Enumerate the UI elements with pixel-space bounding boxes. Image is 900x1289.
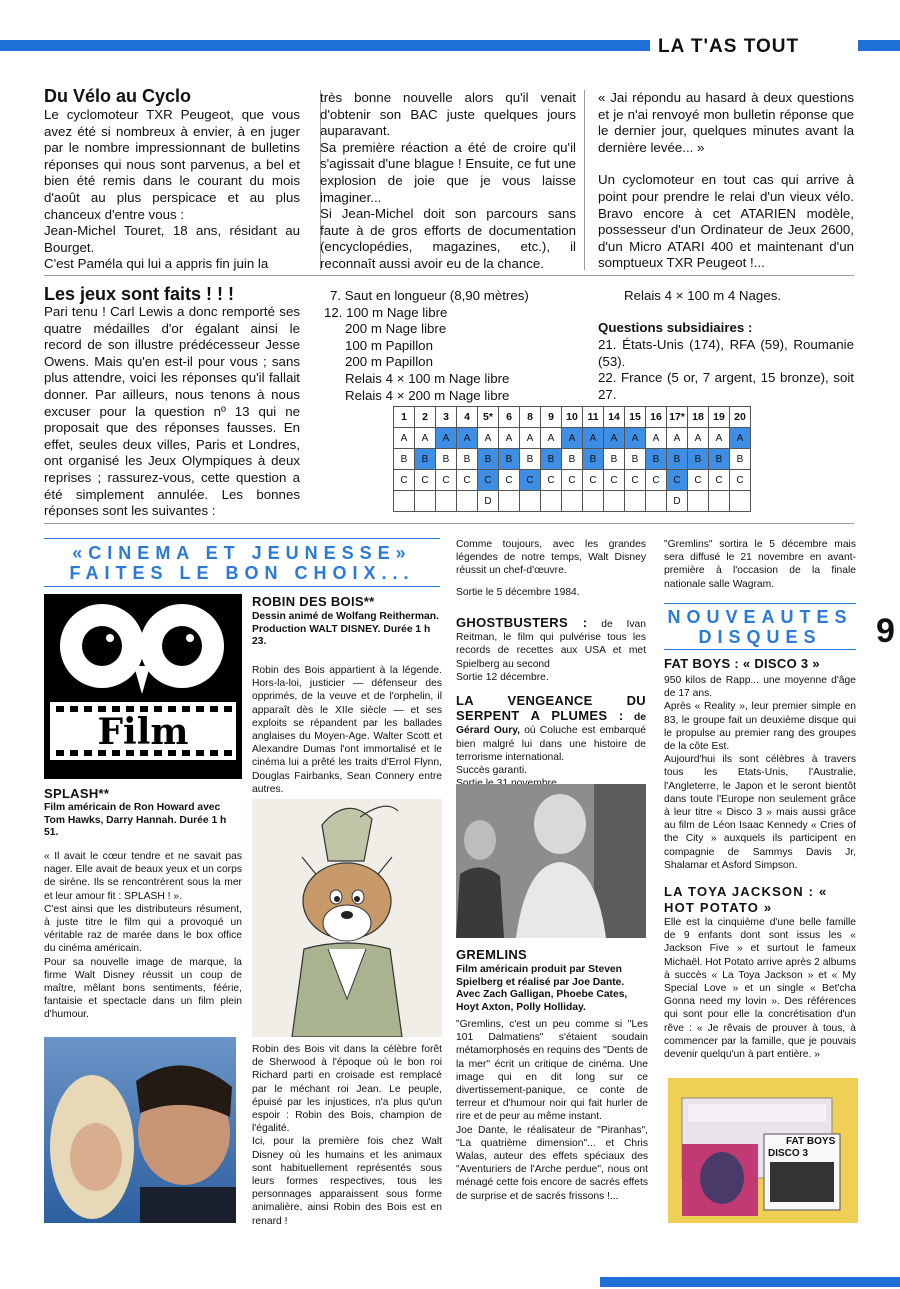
grid-row — [394, 470, 751, 491]
grid-header-cell: 2 — [415, 407, 436, 428]
gremlins-p2: Joe Dante, le réalisateur de "Piranhas", "La quatrième dimension"... et Chris Walas, auteur des effets spéciaux des "Aventuriers de l'Arche perdue", nous ont ménagé cette fois encore de sacrés effets de surprise et de sacrés frissons !... — [456, 1124, 648, 1202]
album-photo — [668, 1078, 858, 1223]
robin-text2-p1: Robin des Bois vit dans la célèbre forêt de Sherwood à l'époque où le bon roi Richard parti en croisade est remplacé par le méchant roi Jean. Le peuple, épuisé par les injustices, n'a plus qu'un espoir : Robin des Bois, champion de l'égalité. — [252, 1044, 442, 1135]
section-title: LA T'AS TOUT — [658, 36, 800, 57]
grid-cell: A — [730, 428, 751, 449]
grid-cell: A — [688, 428, 709, 449]
grid-cell: A — [415, 428, 436, 449]
grid-cell: C — [541, 470, 562, 491]
subsidiary-22: 22. France (5 or, 7 argent, 15 bronze), soit 27. — [598, 370, 854, 402]
grid-cell: A — [667, 428, 688, 449]
disques-title-line2: DISQUES — [698, 627, 822, 647]
fatboys-p3: Aujourd'hui ils sont célèbres à travers tous les Etats-Unis, l'Australie, l'Angleterre, le Japon et le seront bientôt dans toute l'Europe non seulement grâce à leur titre « Disco 3 » mais aussi grâce au film de Léon Isaac Kennedy « Cries of the City » auxquels ils participent en compagnie de Sammys Davis Jr, Shalamar et Asford Simpson. — [664, 754, 856, 871]
answer-grid — [393, 406, 751, 512]
grid-cell: A — [583, 428, 604, 449]
header-bar-end — [858, 40, 900, 51]
grid-cell: C — [688, 470, 709, 491]
grid-cell: C — [730, 470, 751, 491]
grid-row — [394, 491, 751, 512]
vengeance-success: Succès garanti. — [456, 765, 527, 777]
grid-cell: B — [709, 449, 730, 470]
disques-title-line1: NOUVEAUTES — [667, 607, 853, 627]
velo-col2-p1: très bonne nouvelle alors qu'il venait d'obtenir son BAC juste quelques jours auparavant. — [320, 90, 576, 139]
grid-header-row — [394, 407, 751, 428]
ghost-text: de Ivan Reitman, le film qui pulvérise tous les records de recettes aux USA et met Spielberg au second — [456, 619, 646, 670]
fatboys-p2: Après « Reality », leur premier simple en 83, le groupe fait un deuxième disque qui le propulse au premier rang des groupes de la côte Est. — [664, 701, 856, 753]
splash-p2: C'est ainsi que les distributeurs résument, à juste titre le film qui a provoqué un véritable raz de marée dans le box office du cinéma américain. — [44, 903, 242, 955]
grid-cell: B — [667, 449, 688, 470]
grid-cell: C — [415, 470, 436, 491]
splash-sub: Film américain de Ron Howard avec Tom Hawks, Darry Hannah. Durée 1 h 51. — [44, 802, 227, 838]
fatboys-text — [664, 674, 856, 872]
velo-col3 — [598, 90, 854, 272]
subsidiary-answers — [598, 337, 854, 403]
grid-cell: C — [646, 470, 667, 491]
grid-cell: B — [520, 449, 541, 470]
grid-cell: A — [541, 428, 562, 449]
grid-header-cell: 16 — [646, 407, 667, 428]
robin-title: ROBIN DES BOIS** — [252, 594, 375, 609]
robin-text2 — [252, 1043, 442, 1228]
ghost-title: GHOSTBUSTERS : — [456, 615, 588, 630]
velo-col1-p1: Le cyclomoteur TXR Peugeot, que vous avez été si nombreux à envier, à en juger par le nombre impressionnant de bulletins réponses qui nous sont parvenus, a bel et bien été remis dans le courant du mois d'août au plus perspicace et au plus chanceux d'entre vous : — [44, 107, 300, 222]
vengeance-block — [456, 694, 646, 790]
grid-header-cell: 20 — [730, 407, 751, 428]
grid-cell: B — [394, 449, 415, 470]
grid-cell: A — [457, 428, 478, 449]
velo-col2 — [320, 90, 576, 273]
grid-header-cell: 1 — [394, 407, 415, 428]
velo-col2-p3: Si Jean-Michel doit son parcours sans faute à de gros efforts de documentation (encyclopédies, magazines, etc.), il reconnaît aussi avoir eu de la chance. — [320, 206, 576, 271]
vengeance-title: LA VENGEANCE DU SERPENT A PLUMES : — [456, 693, 646, 724]
grid-cell: A — [520, 428, 541, 449]
velo-title: Du Vélo au Cyclo — [44, 86, 192, 106]
grid-cell: A — [625, 428, 646, 449]
answer-12: 12. 100 m Nage libre — [324, 304, 448, 320]
disques-rule-top — [664, 603, 856, 604]
grid-cell — [688, 491, 709, 512]
grid-cell: A — [478, 428, 499, 449]
splash-title: SPLASH** — [44, 786, 110, 801]
grid-cell: A — [646, 428, 667, 449]
album-label-fatboys: FAT BOYS — [786, 1136, 836, 1147]
grid-cell: B — [457, 449, 478, 470]
grid-cell — [499, 491, 520, 512]
grid-header-cell: 11 — [583, 407, 604, 428]
page-number: 9 — [876, 612, 895, 650]
velo-col3-p2: Un cyclomoteur en tout cas qui arrive à point pour prendre le relai d'un vieux vélo. Bravo encore à cet ATARIEN modèle, possesseur d'un Ordinateur de Jeux 2600, d'un Micro ATARI 400 et maintenant d'un somptueux TXR Peugeot !... — [598, 172, 854, 271]
splash-photo — [44, 1037, 236, 1223]
latoya-title: LA TOYA JACKSON : « HOT POTATO » — [664, 884, 828, 915]
gremlins-title: GREMLINS — [456, 947, 528, 962]
cinema-title — [44, 543, 440, 583]
answer-12b: 200 m Nage libre — [345, 321, 447, 337]
grid-cell: C — [709, 470, 730, 491]
robin-release: Sortie le 5 décembre 1984. — [456, 586, 580, 598]
grid-header-cell: 8 — [520, 407, 541, 428]
grid-header-cell: 14 — [604, 407, 625, 428]
cinema-col3-top — [456, 538, 646, 599]
grid-header-cell: 3 — [436, 407, 457, 428]
grid-cell: C — [562, 470, 583, 491]
robin-text2-p2: Ici, pour la première fois chez Walt Disney où les humains et les animaux sont habituellement représentés sous leurs formes respectives, tous les personnages apparaissent sous forme animalière, ainsi Robin des Bois est en renard ! — [252, 1136, 442, 1227]
velo-separator-2 — [584, 90, 585, 270]
grid-cell — [562, 491, 583, 512]
answer-12f: Relais 4 × 200 m Nage libre — [345, 387, 510, 403]
grid-cell — [541, 491, 562, 512]
vengeance-text: où Coluche est embarqué bien malgré lui dans une histoire de terrorisme international. — [456, 725, 646, 763]
answer-right: Relais 4 × 100 m 4 Nages. — [624, 288, 782, 303]
jeux-bottom-rule — [44, 523, 854, 524]
grid-header-cell: 18 — [688, 407, 709, 428]
album-label-disco3: DISCO 3 — [768, 1148, 809, 1159]
grid-row — [394, 449, 751, 470]
ghost-block — [456, 616, 646, 684]
grid-cell — [520, 491, 541, 512]
grid-header-cell: 5* — [478, 407, 499, 428]
footer-bar — [600, 1277, 900, 1287]
film-logo-text: Film — [97, 711, 189, 753]
grid-cell — [415, 491, 436, 512]
cinema-title-rule-top — [44, 538, 440, 539]
grid-header-cell: 15 — [625, 407, 646, 428]
grid-cell: D — [667, 491, 688, 512]
grid-header-cell: 17* — [667, 407, 688, 428]
gremlins-p1: "Gremlins, c'est un peu comme si "Les 101 Dalmatiens" s'étaient soudain métamorphosés en requins des "Dents de la mer" écrit un critique de cinéma. Une image qui en dit long sur ce divertissement-panique, ce conte de terreur et d'humour noir qui fait hurler de rire et de peur au même instant. — [456, 1019, 648, 1123]
latoya-text: Elle est la cinquième d'une belle famille de 9 enfants dont sont issus les « Jackson Five » et surtout le fameux Michaël. Hot Potato arrive après 2 albums à succès « La Toya Jackson » et « My Special Love » et un single « Bet'cha Gonna need my lovin ». Des références qui sont pour elle la concrétisation d'un rêve : « Je rêvais de prouver à tous, à commencer par la famille, que je pouvais devenir quelqu'un à part entière. » — [664, 917, 856, 1061]
splash-p1: « Il avait le cœur tendre et ne savait pas nager. Elle avait de beaux yeux et un corps de sirène. Ils se rencontrèrent sous la mer et leur amour fit : SPLASH ! ». — [44, 851, 242, 902]
grid-header-cell: 10 — [562, 407, 583, 428]
velo-col1-p3: C'est Paméla qui lui a appris fin juin la — [44, 256, 269, 272]
grid-cell: B — [415, 449, 436, 470]
gremlins-sub: Film américain produit par Steven Spielberg et réalisé par Joe Dante. Avec Zach Galligan, Phoebe Cates, Hoyt Axton, Polly Holliday. — [456, 964, 628, 1013]
grid-cell: B — [436, 449, 457, 470]
answer-12d: 200 m Papillon — [345, 354, 433, 370]
disques-rule-bottom — [664, 649, 856, 650]
answer-12e: Relais 4 × 100 m Nage libre — [345, 370, 510, 386]
grid-header-cell: 9 — [541, 407, 562, 428]
grid-cell: B — [562, 449, 583, 470]
robin-sub: Dessin animé de Wolfang Reitherman. Production WALT DISNEY. Durée 1 h 23. — [252, 611, 439, 647]
gremlins-release: "Gremlins" sortira le 5 décembre mais sera diffusé le 21 novembre en avant-première à l'occasion de la finale nationale salle Wagram. — [664, 539, 856, 590]
grid-cell: C — [583, 470, 604, 491]
grid-cell — [457, 491, 478, 512]
grid-cell: C — [520, 470, 541, 491]
jeux-text: Pari tenu ! Carl Lewis a donc remporté ses quatre médailles d'or égalant ainsi le record de son illustre prédécesseur Jesse Owens. Mais qu'en est-il pour vous ; sans plus attendre, voici les réponses qu'il fallait donner. Par ailleurs, nous tenons à nous excuser pour la question nº 13 qui ne proposait que des réponses fausses. En effet, seules deux villes, Paris et Londres, ont organisé les Jeux Olympiques à deux reprises ; rassurez-vous, cette question a été simplement annulée. Les bonnes réponses sont les suivantes : — [44, 304, 300, 519]
answer-12c: 100 m Papillon — [345, 337, 433, 353]
film-logo — [44, 594, 242, 779]
grid-cell — [436, 491, 457, 512]
velo-bottom-rule — [44, 275, 854, 276]
robin-image — [252, 799, 442, 1037]
cinema-title-line1: «CINEMA ET JEUNESSE» — [72, 543, 412, 563]
grid-cell: B — [478, 449, 499, 470]
fatboys-p1: 950 kilos de Rapp... une moyenne d'âge de 17 ans. — [664, 675, 856, 700]
fatboys-title: FAT BOYS : « DISCO 3 » — [664, 656, 820, 671]
grid-cell: B — [604, 449, 625, 470]
grid-cell: B — [499, 449, 520, 470]
grid-cell: B — [541, 449, 562, 470]
header-bar — [0, 40, 650, 51]
grid-cell: C — [457, 470, 478, 491]
jeux-title: Les jeux sont faits ! ! ! — [44, 284, 235, 304]
grid-cell: C — [625, 470, 646, 491]
grid-cell: A — [436, 428, 457, 449]
grid-cell: B — [730, 449, 751, 470]
cinema-title-rule-bottom — [44, 586, 440, 587]
grid-cell: A — [562, 428, 583, 449]
robin-text: Robin des Bois appartient à la légende. Hors-la-loi, justicier — défenseur des opprimés, de la veuve et de l'orphelin, il apparaît dès le XIIe siècle — et ses exploits se répandent par les ballades anglaises du Moyen-Age. Walter Scott et Alexandre Dumas l'ont immortalisé et le cinéma lui a prêté les traits d'Errol Flynn, Douglas Fairbanks, Sean Connery entre autres. — [252, 665, 442, 795]
velo-col3-p1: « Jai répondu au hasard à deux questions et je n'ai renvoyé mon bulletin réponse que le dernier jour, quelques minutes avant la dernière levée... » — [598, 90, 854, 155]
velo-col2-p2: Sa première réaction a été de croire qu'il s'agissait d'une blague ! Ensuite, ce fut une explosion de joie que je vous laisse imaginer... — [320, 139, 576, 205]
grid-header-cell: 4 — [457, 407, 478, 428]
grid-header-cell: 19 — [709, 407, 730, 428]
grid-cell: C — [436, 470, 457, 491]
grid-cell: A — [499, 428, 520, 449]
grid-row — [394, 428, 751, 449]
grid-cell — [394, 491, 415, 512]
grid-cell: C — [499, 470, 520, 491]
grid-cell: C — [667, 470, 688, 491]
gremlins-text — [456, 1018, 648, 1203]
vengeance-author: de Gérard Oury, — [456, 712, 646, 737]
vengeance-photo — [456, 784, 646, 938]
grid-cell: C — [394, 470, 415, 491]
answer-7: 7. Saut en longueur (8,90 mètres) — [330, 288, 529, 303]
grid-cell: A — [394, 428, 415, 449]
grid-cell: A — [604, 428, 625, 449]
grid-cell — [730, 491, 751, 512]
grid-cell — [583, 491, 604, 512]
grid-cell: C — [478, 470, 499, 491]
grid-cell — [646, 491, 667, 512]
velo-col1-p2: Jean-Michel Touret, 18 ans, résidant au Bourget. — [44, 223, 300, 255]
grid-cell: B — [688, 449, 709, 470]
subsidiary-21: 21. États-Unis (174), RFA (59), Roumanie (53). — [598, 337, 854, 369]
grid-cell: C — [604, 470, 625, 491]
grid-header-cell: 6 — [499, 407, 520, 428]
grid-cell: B — [646, 449, 667, 470]
grid-cell — [709, 491, 730, 512]
grid-cell: B — [583, 449, 604, 470]
robin-conclusion: Comme toujours, avec les grandes légendes de notre temps, Walt Disney réussit un chef-d'œuvre. — [456, 539, 646, 577]
disques-title — [664, 607, 856, 647]
grid-cell: D — [478, 491, 499, 512]
grid-cell — [604, 491, 625, 512]
ghost-release: Sortie 12 décembre. — [456, 671, 549, 683]
jeux-answers — [324, 288, 594, 404]
cinema-title-line2: FAITES LE BON CHOIX... — [69, 563, 415, 583]
splash-p3: Pour sa nouvelle image de marque, la firme Walt Disney réussit un coup de maître, mêlant bons sentiments, féérie, fantaisie et spectacle dans un film plein d'humour. — [44, 956, 242, 1021]
subsidiary-title: Questions subsidiaires : — [598, 320, 753, 335]
grid-cell: A — [709, 428, 730, 449]
grid-cell: B — [625, 449, 646, 470]
splash-text — [44, 850, 242, 1022]
velo-col1 — [44, 107, 300, 273]
grid-cell — [625, 491, 646, 512]
